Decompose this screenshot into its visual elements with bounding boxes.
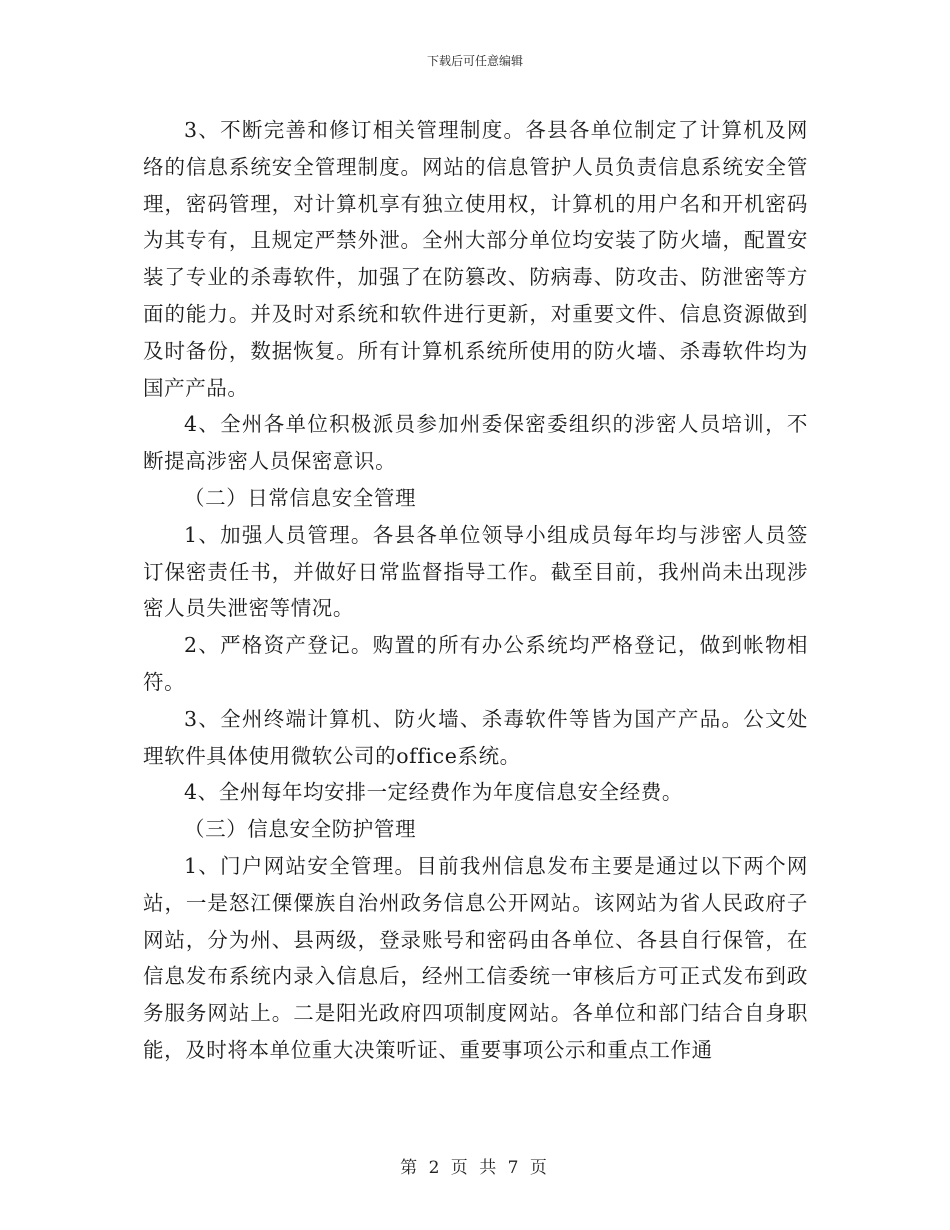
document-body — [143, 112, 808, 1069]
paragraph-asset-registration: 2、严格资产登记。购置的所有办公系统均严格登记，做到帐物相符。 — [143, 633, 808, 694]
paragraph-security-funding: 4、全州每年均安排一定经费作为年度信息安全经费。 — [184, 780, 683, 805]
page-footer: 第 2 页 共 7 页 — [400, 1158, 550, 1178]
paragraph-domestic-products: 3、全州终端计算机、防火墙、杀毒软件等皆为国产产品。公文处理软件具体使用微软公司的office系统。 — [143, 706, 808, 768]
paragraph-portal-security: 1、门户网站安全管理。目前我州信息发布主要是通过以下两个网站，一是怒江傈僳族自治州政务信息公开网站。该网站为省人民政府子网站，分为州、县两级，登录账号和密码由各单位、各县自行保管，在信息发布系统内录入信息后，经州工信委统一审核后方可正式发布到政务服务网站上。二是阳光政府四项制度网站。各单位和部门结合自身职能，及时将本单位重大决策听证、重要事项公示和重点工作通 — [143, 853, 808, 1062]
paragraph-item-3-management-rules: 3、不断完善和修订相关管理制度。各县各单位制定了计算机及网络的信息系统安全管理制度。网站的信息管护人员负责信息系统安全管理，密码管理，对计算机享有独立使用权，计算机的用户名和开机密码为其专有，且规定严禁外泄。全州大部分单位均安装了防火墙，配置安装了专业的杀毒软件，加强了在防篡改、防病毒、防攻击、防泄密等方面的能力。并及时对系统和软件进行更新，对重要文件、信息资源做到及时备份，数据恢复。所有计算机系统所使用的防火墙、杀毒软件均为国产产品。 — [143, 118, 808, 400]
paragraph-personnel-management: 1、加强人员管理。各县各单位领导小组成员每年均与涉密人员签订保密责任书，并做好日常监督指导工作。截至目前，我州尚未出现涉密人员失泄密等情况。 — [143, 522, 808, 621]
section-heading-daily-management: （二）日常信息安全管理 — [184, 485, 417, 510]
page-header: 下载后可任意编辑 — [426, 54, 523, 68]
paragraph-item-4-training: 4、全州各单位积极派员参加州委保密委组织的涉密人员培训，不断提高涉密人员保密意识。 — [143, 412, 808, 474]
section-heading-protection-management: （三）信息安全防护管理 — [184, 817, 417, 842]
